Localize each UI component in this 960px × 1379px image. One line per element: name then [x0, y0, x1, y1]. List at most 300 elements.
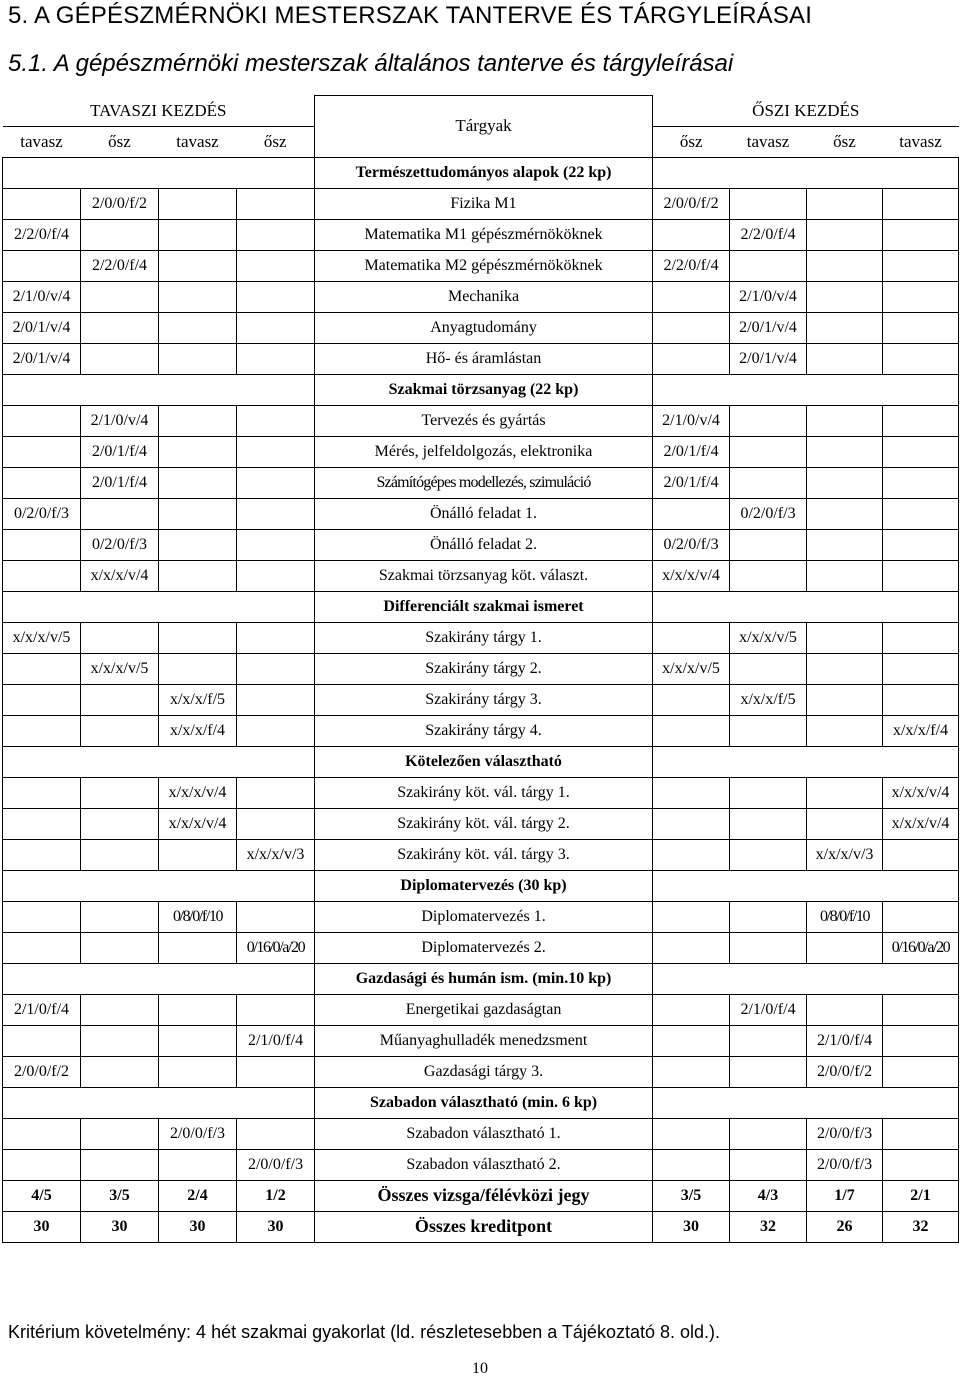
semester-header-spring: ősz [237, 126, 315, 157]
course-row [3, 188, 959, 219]
course-row [3, 622, 959, 653]
spring-semester-cell [159, 281, 237, 312]
page-number: 10 [472, 1360, 488, 1377]
autumn-semester-cell [883, 1149, 959, 1180]
spring-semester-cell [237, 312, 315, 343]
section-right-blank [653, 1087, 959, 1118]
section-left-blank [3, 746, 315, 777]
autumn-semester-cell [807, 684, 883, 715]
spring-semester-cell [159, 312, 237, 343]
spring-semester-cell: 2/1/0/f/4 [3, 994, 81, 1025]
spring-semester-cell [81, 312, 159, 343]
course-row [3, 436, 959, 467]
spring-start-header: TAVASZI KEZDÉS [3, 96, 315, 127]
autumn-semester-cell [807, 219, 883, 250]
autumn-semester-cell [883, 1056, 959, 1087]
course-row [3, 219, 959, 250]
autumn-semester-cell [807, 188, 883, 219]
total-autumn-cell: 3/5 [653, 1180, 730, 1211]
autumn-semester-cell [653, 1025, 730, 1056]
autumn-semester-cell: 2/1/0/f/4 [730, 994, 807, 1025]
spring-semester-cell [3, 1118, 81, 1149]
autumn-semester-cell [883, 343, 959, 374]
autumn-semester-cell [653, 622, 730, 653]
section-row [3, 374, 959, 405]
spring-semester-cell [159, 529, 237, 560]
total-autumn-cell: 32 [883, 1211, 959, 1242]
course-name: Önálló feladat 2. [315, 529, 653, 560]
spring-semester-cell [81, 498, 159, 529]
criteria-note: Kritérium követelmény: 4 hét szakmai gyakorlat (ld. részletesebben a Tájékoztató 8. old.). [8, 1322, 721, 1342]
autumn-semester-cell [807, 622, 883, 653]
autumn-semester-cell [883, 405, 959, 436]
autumn-semester-cell [883, 839, 959, 870]
spring-semester-cell [81, 219, 159, 250]
section-title: Diplomatervezés (30 kp) [315, 870, 653, 901]
autumn-semester-cell: 2/2/0/f/4 [730, 219, 807, 250]
spring-semester-cell: 0/8/0/f/10 [159, 901, 237, 932]
autumn-semester-cell [883, 901, 959, 932]
semester-header-spring: tavasz [3, 126, 81, 157]
spring-semester-cell [3, 653, 81, 684]
autumn-semester-cell [653, 498, 730, 529]
spring-semester-cell [237, 281, 315, 312]
spring-semester-cell [159, 994, 237, 1025]
autumn-semester-cell [883, 529, 959, 560]
course-name: Diplomatervezés 2. [315, 932, 653, 963]
autumn-semester-cell [730, 188, 807, 219]
section-row [3, 157, 959, 188]
spring-semester-cell: 2/0/0/f/3 [237, 1149, 315, 1180]
course-row [3, 684, 959, 715]
course-name: Fizika M1 [315, 188, 653, 219]
autumn-semester-cell [730, 1149, 807, 1180]
autumn-semester-cell [730, 839, 807, 870]
autumn-semester-cell [807, 715, 883, 746]
spring-semester-cell [81, 1118, 159, 1149]
autumn-semester-cell [883, 653, 959, 684]
spring-semester-cell: 2/0/0/f/2 [81, 188, 159, 219]
autumn-semester-cell [653, 684, 730, 715]
autumn-semester-cell: 2/0/1/v/4 [730, 343, 807, 374]
spring-semester-cell [81, 839, 159, 870]
spring-semester-cell [159, 188, 237, 219]
spring-semester-cell: 0/2/0/f/3 [3, 498, 81, 529]
autumn-semester-cell: 2/0/0/f/2 [807, 1056, 883, 1087]
autumn-semester-cell [730, 467, 807, 498]
course-row [3, 932, 959, 963]
spring-semester-cell [237, 560, 315, 591]
section-left-blank [3, 374, 315, 405]
totals-row [3, 1211, 959, 1242]
autumn-semester-cell [807, 312, 883, 343]
spring-semester-cell [237, 343, 315, 374]
total-label: Összes kreditpont [315, 1211, 653, 1242]
spring-semester-cell [237, 715, 315, 746]
autumn-semester-cell [653, 932, 730, 963]
section-left-blank [3, 963, 315, 994]
spring-semester-cell [3, 560, 81, 591]
chapter-heading: 5. A GÉPÉSZMÉRNÖKI MESTERSZAK TANTERVE ÉS TÁRGYLEÍRÁSAI [8, 2, 813, 29]
course-name: Szakmai törzsanyag köt. választ. [315, 560, 653, 591]
autumn-semester-cell [730, 1118, 807, 1149]
autumn-semester-cell [807, 777, 883, 808]
section-title: Gazdasági és humán ism. (min.10 kp) [315, 963, 653, 994]
section-right-blank [653, 374, 959, 405]
autumn-semester-cell [653, 1118, 730, 1149]
autumn-semester-cell [730, 250, 807, 281]
semester-header-spring: tavasz [159, 126, 237, 157]
course-name: Matematika M1 gépészmérnököknek [315, 219, 653, 250]
spring-semester-cell [237, 901, 315, 932]
spring-semester-cell [159, 839, 237, 870]
autumn-semester-cell [807, 932, 883, 963]
course-name: Szakirány köt. vál. tárgy 3. [315, 839, 653, 870]
spring-semester-cell [159, 436, 237, 467]
autumn-semester-cell [883, 1118, 959, 1149]
spring-semester-cell [159, 1149, 237, 1180]
autumn-semester-cell [807, 653, 883, 684]
autumn-semester-cell: 0/16/0/a/20 [883, 932, 959, 963]
autumn-semester-cell: x/x/x/v/4 [653, 560, 730, 591]
section-row [3, 870, 959, 901]
spring-semester-cell [3, 901, 81, 932]
autumn-semester-cell [653, 994, 730, 1025]
course-name: Szakirány köt. vál. tárgy 1. [315, 777, 653, 808]
course-row [3, 715, 959, 746]
total-autumn-cell: 26 [807, 1211, 883, 1242]
spring-semester-cell [159, 405, 237, 436]
spring-semester-cell: 0/16/0/a/20 [237, 932, 315, 963]
spring-semester-cell [81, 622, 159, 653]
spring-semester-cell: 2/0/0/f/2 [3, 1056, 81, 1087]
spring-semester-cell [237, 405, 315, 436]
autumn-semester-cell [653, 777, 730, 808]
course-name: Szakirány tárgy 1. [315, 622, 653, 653]
spring-semester-cell [159, 467, 237, 498]
autumn-semester-cell [653, 312, 730, 343]
semester-header-autumn: ősz [807, 126, 883, 157]
spring-semester-cell [81, 901, 159, 932]
spring-semester-cell [237, 188, 315, 219]
semester-header-autumn: ősz [653, 126, 730, 157]
autumn-semester-cell [653, 281, 730, 312]
autumn-semester-cell: 0/2/0/f/3 [730, 498, 807, 529]
section-title: Szakmai törzsanyag (22 kp) [315, 374, 653, 405]
spring-semester-cell: x/x/x/v/4 [159, 777, 237, 808]
section-left-blank [3, 591, 315, 622]
autumn-semester-cell [730, 436, 807, 467]
course-name: Önálló feladat 1. [315, 498, 653, 529]
autumn-semester-cell: 2/0/1/f/4 [653, 467, 730, 498]
autumn-semester-cell: 2/0/1/v/4 [730, 312, 807, 343]
autumn-semester-cell: 2/0/0/f/2 [653, 188, 730, 219]
course-name: Szabadon választható 1. [315, 1118, 653, 1149]
section-row [3, 1087, 959, 1118]
autumn-semester-cell: x/x/x/v/4 [883, 808, 959, 839]
spring-semester-cell: 2/0/1/f/4 [81, 436, 159, 467]
course-row [3, 1056, 959, 1087]
course-row [3, 467, 959, 498]
spring-semester-cell [237, 529, 315, 560]
spring-semester-cell [3, 436, 81, 467]
course-name: Gazdasági tárgy 3. [315, 1056, 653, 1087]
course-name: Diplomatervezés 1. [315, 901, 653, 932]
autumn-semester-cell: 2/0/0/f/3 [807, 1118, 883, 1149]
spring-semester-cell [81, 715, 159, 746]
section-right-blank [653, 870, 959, 901]
spring-semester-cell: 2/0/1/f/4 [81, 467, 159, 498]
autumn-semester-cell [653, 219, 730, 250]
autumn-semester-cell: 2/1/0/v/4 [653, 405, 730, 436]
spring-semester-cell [237, 653, 315, 684]
course-name: Szakirány köt. vál. tárgy 2. [315, 808, 653, 839]
spring-semester-cell [3, 684, 81, 715]
course-row [3, 498, 959, 529]
autumn-semester-cell: x/x/x/f/4 [883, 715, 959, 746]
semester-header-spring: ősz [81, 126, 159, 157]
spring-semester-cell: 2/1/0/f/4 [237, 1025, 315, 1056]
spring-semester-cell [81, 281, 159, 312]
course-row [3, 560, 959, 591]
autumn-semester-cell [807, 405, 883, 436]
total-spring-cell: 30 [159, 1211, 237, 1242]
autumn-semester-cell [883, 219, 959, 250]
spring-semester-cell [237, 808, 315, 839]
autumn-semester-cell: 0/2/0/f/3 [653, 529, 730, 560]
autumn-semester-cell [807, 343, 883, 374]
spring-semester-cell: 2/1/0/v/4 [3, 281, 81, 312]
autumn-semester-cell: x/x/x/v/3 [807, 839, 883, 870]
spring-semester-cell [81, 994, 159, 1025]
spring-semester-cell [159, 622, 237, 653]
autumn-semester-cell [730, 1025, 807, 1056]
autumn-semester-cell [883, 312, 959, 343]
course-name: Mechanika [315, 281, 653, 312]
autumn-semester-cell [730, 529, 807, 560]
section-right-blank [653, 746, 959, 777]
spring-semester-cell [81, 932, 159, 963]
total-spring-cell: 3/5 [81, 1180, 159, 1211]
spring-semester-cell: 2/2/0/f/4 [81, 250, 159, 281]
course-row [3, 1025, 959, 1056]
course-row [3, 901, 959, 932]
spring-semester-cell [3, 932, 81, 963]
spring-semester-cell [237, 994, 315, 1025]
spring-semester-cell: x/x/x/v/5 [81, 653, 159, 684]
spring-semester-cell [159, 653, 237, 684]
total-autumn-cell: 4/3 [730, 1180, 807, 1211]
course-row [3, 281, 959, 312]
spring-semester-cell [81, 1025, 159, 1056]
spring-semester-cell [81, 1056, 159, 1087]
autumn-semester-cell [730, 653, 807, 684]
course-name: Mérés, jelfeldolgozás, elektronika [315, 436, 653, 467]
spring-semester-cell [159, 560, 237, 591]
spring-semester-cell [159, 1025, 237, 1056]
course-name: Szabadon választható 2. [315, 1149, 653, 1180]
course-row [3, 994, 959, 1025]
autumn-semester-cell [653, 343, 730, 374]
spring-semester-cell [3, 467, 81, 498]
spring-semester-cell [3, 1025, 81, 1056]
autumn-semester-cell [730, 777, 807, 808]
course-row [3, 312, 959, 343]
autumn-semester-cell: 2/0/0/f/3 [807, 1149, 883, 1180]
spring-semester-cell [159, 219, 237, 250]
autumn-semester-cell [653, 808, 730, 839]
course-row [3, 777, 959, 808]
autumn-semester-cell [807, 560, 883, 591]
spring-semester-cell [237, 467, 315, 498]
section-right-blank [653, 963, 959, 994]
autumn-semester-cell [883, 994, 959, 1025]
spring-semester-cell: x/x/x/v/4 [159, 808, 237, 839]
spring-semester-cell [3, 839, 81, 870]
spring-semester-cell [3, 529, 81, 560]
total-spring-cell: 30 [81, 1211, 159, 1242]
spring-semester-cell [237, 684, 315, 715]
autumn-semester-cell [730, 560, 807, 591]
total-autumn-cell: 32 [730, 1211, 807, 1242]
course-row [3, 343, 959, 374]
spring-semester-cell [81, 343, 159, 374]
course-row [3, 839, 959, 870]
curriculum-table [2, 95, 959, 1243]
spring-semester-cell [159, 250, 237, 281]
autumn-semester-cell [730, 901, 807, 932]
course-row [3, 405, 959, 436]
section-title: Differenciált szakmai ismeret [315, 591, 653, 622]
spring-semester-cell [159, 498, 237, 529]
autumn-semester-cell [883, 684, 959, 715]
spring-semester-cell [3, 808, 81, 839]
spring-semester-cell [81, 1149, 159, 1180]
autumn-semester-cell: x/x/x/v/5 [730, 622, 807, 653]
spring-semester-cell [81, 777, 159, 808]
autumn-semester-cell [883, 281, 959, 312]
spring-semester-cell [3, 405, 81, 436]
autumn-semester-cell [807, 808, 883, 839]
autumn-semester-cell [883, 622, 959, 653]
autumn-semester-cell [807, 250, 883, 281]
autumn-semester-cell: 2/1/0/f/4 [807, 1025, 883, 1056]
section-row [3, 591, 959, 622]
spring-semester-cell [159, 932, 237, 963]
total-spring-cell: 30 [237, 1211, 315, 1242]
course-row [3, 1118, 959, 1149]
course-row [3, 1149, 959, 1180]
section-right-blank [653, 157, 959, 188]
semester-header-autumn: tavasz [730, 126, 807, 157]
course-name: Szakirány tárgy 3. [315, 684, 653, 715]
course-name: Számítógépes modellezés, szimuláció [315, 467, 653, 498]
autumn-semester-cell [730, 715, 807, 746]
spring-semester-cell [237, 777, 315, 808]
spring-semester-cell: 0/2/0/f/3 [81, 529, 159, 560]
autumn-semester-cell [883, 188, 959, 219]
totals-row [3, 1180, 959, 1211]
spring-semester-cell: 2/1/0/v/4 [81, 405, 159, 436]
course-row [3, 808, 959, 839]
spring-semester-cell: 2/0/1/v/4 [3, 343, 81, 374]
total-spring-cell: 4/5 [3, 1180, 81, 1211]
autumn-semester-cell [653, 839, 730, 870]
section-title: Természettudományos alapok (22 kp) [315, 157, 653, 188]
total-spring-cell: 2/4 [159, 1180, 237, 1211]
autumn-semester-cell [883, 467, 959, 498]
course-name: Tervezés és gyártás [315, 405, 653, 436]
course-name: Szakirány tárgy 4. [315, 715, 653, 746]
spring-semester-cell [159, 343, 237, 374]
autumn-semester-cell [807, 467, 883, 498]
spring-semester-cell [237, 436, 315, 467]
course-name: Szakirány tárgy 2. [315, 653, 653, 684]
spring-semester-cell [81, 684, 159, 715]
autumn-semester-cell: 2/2/0/f/4 [653, 250, 730, 281]
autumn-semester-cell: 2/1/0/v/4 [730, 281, 807, 312]
autumn-semester-cell: x/x/x/v/4 [883, 777, 959, 808]
spring-semester-cell: x/x/x/v/4 [81, 560, 159, 591]
section-left-blank [3, 870, 315, 901]
spring-semester-cell: x/x/x/v/3 [237, 839, 315, 870]
course-name: Energetikai gazdaságtan [315, 994, 653, 1025]
section-left-blank [3, 157, 315, 188]
autumn-semester-cell: 2/0/1/f/4 [653, 436, 730, 467]
section-right-blank [653, 591, 959, 622]
spring-semester-cell: 2/0/1/v/4 [3, 312, 81, 343]
autumn-start-header: ŐSZI KEZDÉS [653, 96, 959, 127]
autumn-semester-cell [883, 560, 959, 591]
spring-semester-cell [3, 777, 81, 808]
autumn-semester-cell [653, 901, 730, 932]
autumn-semester-cell: 0/8/0/f/10 [807, 901, 883, 932]
autumn-semester-cell [730, 808, 807, 839]
section-heading: 5.1. A gépészmérnöki mesterszak általános tanterve és tárgyleírásai [8, 50, 734, 77]
total-autumn-cell: 30 [653, 1211, 730, 1242]
autumn-semester-cell [883, 250, 959, 281]
total-autumn-cell: 2/1 [883, 1180, 959, 1211]
spring-semester-cell [3, 715, 81, 746]
spring-semester-cell [81, 808, 159, 839]
course-name: Matematika M2 gépészmérnököknek [315, 250, 653, 281]
spring-semester-cell: x/x/x/v/5 [3, 622, 81, 653]
total-spring-cell: 1/2 [237, 1180, 315, 1211]
course-row [3, 529, 959, 560]
course-name: Hő- és áramlástan [315, 343, 653, 374]
autumn-semester-cell: x/x/x/v/5 [653, 653, 730, 684]
section-title: Szabadon választható (min. 6 kp) [315, 1087, 653, 1118]
autumn-semester-cell [730, 1056, 807, 1087]
spring-semester-cell [3, 250, 81, 281]
total-label: Összes vizsga/félévközi jegy [315, 1180, 653, 1211]
autumn-semester-cell [653, 1149, 730, 1180]
spring-semester-cell [237, 1056, 315, 1087]
spring-semester-cell [237, 219, 315, 250]
spring-semester-cell [237, 1118, 315, 1149]
autumn-semester-cell [807, 498, 883, 529]
course-name: Anyagtudomány [315, 312, 653, 343]
spring-semester-cell [3, 1149, 81, 1180]
autumn-semester-cell [730, 405, 807, 436]
autumn-semester-cell [807, 281, 883, 312]
subjects-header: Tárgyak [315, 96, 653, 158]
autumn-semester-cell: x/x/x/f/5 [730, 684, 807, 715]
course-row [3, 653, 959, 684]
spring-semester-cell: 2/0/0/f/3 [159, 1118, 237, 1149]
autumn-semester-cell [807, 529, 883, 560]
spring-semester-cell [159, 1056, 237, 1087]
